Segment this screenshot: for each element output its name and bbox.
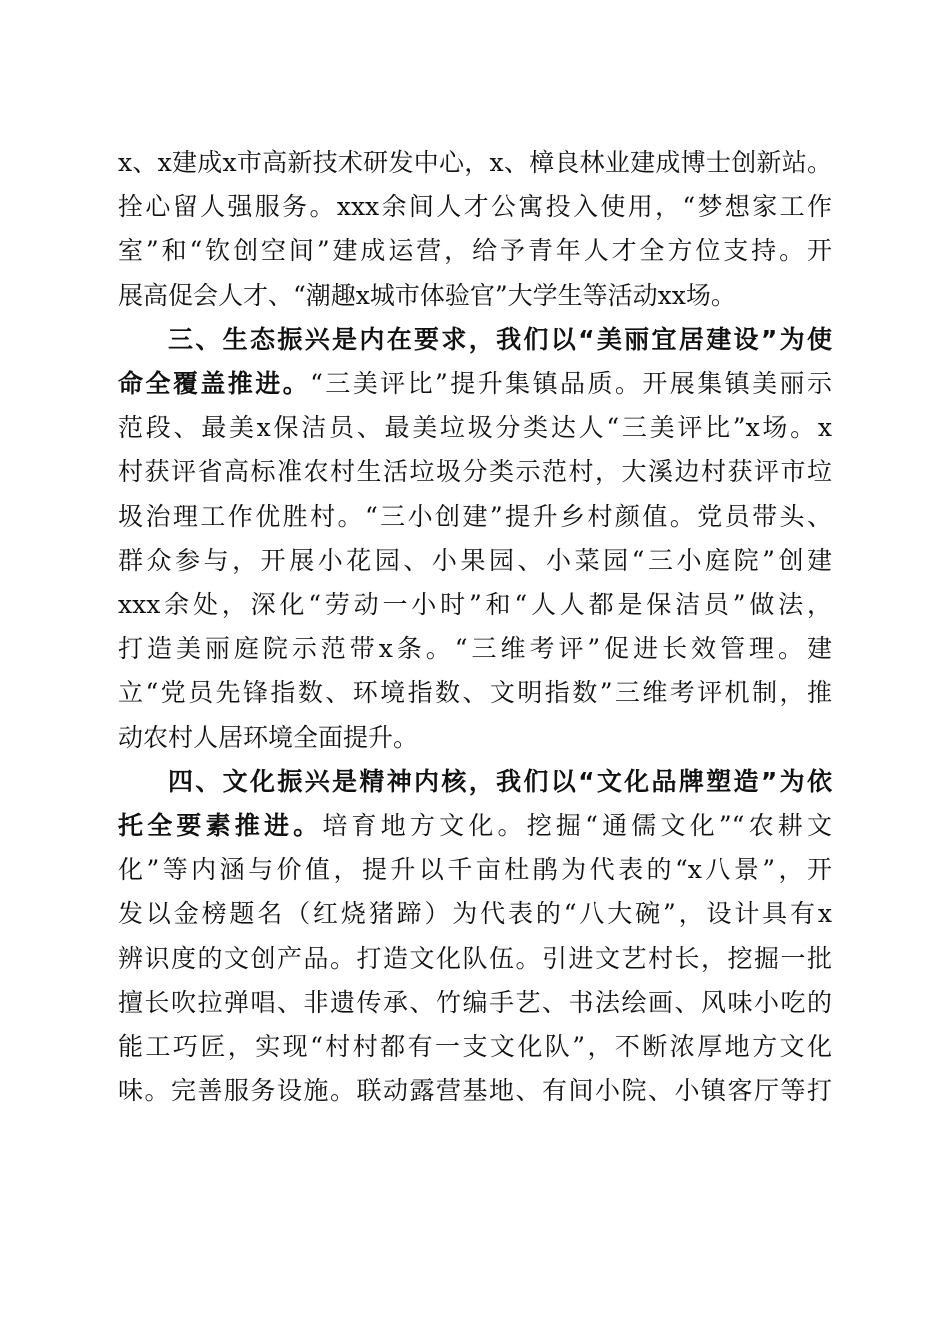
text-line <box>168 762 832 802</box>
text-run: 拴心留人强服务。xxx余间人才公寓投入使用，“梦想家工作 <box>118 192 832 222</box>
text-line <box>118 364 832 404</box>
text-line <box>118 983 832 1023</box>
text-run: 打造美丽庭院示范带x条。“三维考评”促进长效管理。建 <box>118 634 832 664</box>
text-run: 范段、最美x保洁员、最美垃圾分类达人“三美评比”x场。x <box>118 413 832 443</box>
text-line <box>118 541 832 581</box>
text-run: 动农村人居环境全面提升。 <box>118 722 419 752</box>
text-run: 展高促会人才、“潮趣x城市体验官”大学生等活动xx场。 <box>118 280 736 310</box>
text-line <box>118 1071 832 1111</box>
text-run: 味。完善服务设施。联动露营基地、有间小院、小镇客厅等打 <box>118 1076 832 1106</box>
bold-run: 三、生态振兴是内在要求，我们以“美丽宜居建设”为使 <box>168 324 832 354</box>
text-line <box>118 673 832 713</box>
text-line <box>118 408 832 448</box>
text-line <box>118 187 832 227</box>
text-line <box>118 806 832 846</box>
text-line <box>118 497 832 537</box>
text-run: 立“党员先锋指数、环境指数、文明指数”三维考评机制，推 <box>118 678 832 708</box>
text-line <box>118 629 832 669</box>
text-line <box>118 718 832 758</box>
text-line <box>118 585 832 625</box>
text-run: 圾治理工作优胜村。“三小创建”提升乡村颜值。党员带头、 <box>118 501 832 531</box>
text-run: 村获评省高标准农村生活垃圾分类示范村，大溪边村获评市垃 <box>118 457 832 487</box>
text-line <box>118 231 832 271</box>
text-run: “三美评比”提升集镇品质。开展集镇美丽示 <box>310 369 832 398</box>
text-line <box>118 894 832 934</box>
text-run: 培育地方文化。挖掘“通儒文化”“农耕文 <box>322 811 832 840</box>
text-line <box>118 939 832 979</box>
text-line <box>168 320 832 360</box>
text-run: 擅长吹拉弹唱、非遗传承、竹编手艺、书法绘画、风味小吃的 <box>118 987 832 1017</box>
bold-run: 命全覆盖推进。 <box>118 369 311 398</box>
text-line <box>118 143 832 183</box>
text-run: 辨识度的文创产品。打造文化队伍。引进文艺村长，挖掘一批 <box>118 943 832 973</box>
text-run: 化”等内涵与价值，提升以千亩杜鹃为代表的“x八景”，开 <box>118 855 832 885</box>
text-run: 群众参与，开展小花园、小果园、小菜园“三小庭院”创建 <box>118 545 832 575</box>
text-run: x、x建成x市高新技术研发中心，x、樟良林业建成博士创新站。 <box>118 148 832 177</box>
text-line <box>118 1027 832 1067</box>
text-line <box>118 850 832 890</box>
bold-run: 四、文化振兴是精神内核，我们以“文化品牌塑造”为依 <box>168 766 832 796</box>
text-run: 发以金榜题名（红烧猪蹄）为代表的“八大碗”，设计具有x <box>118 899 832 929</box>
text-run: xxx余处，深化“劳动一小时”和“人人都是保洁员”做法， <box>118 590 832 619</box>
text-line <box>118 276 832 316</box>
bold-run: 托全要素推进。 <box>118 811 323 840</box>
text-line <box>118 452 832 492</box>
text-run: 能工巧匠，实现“村村都有一支文化队”，不断浓厚地方文化 <box>118 1032 832 1061</box>
text-run: 室”和“钦创空间”建成运营，给予青年人才全方位支持。开 <box>118 236 832 266</box>
